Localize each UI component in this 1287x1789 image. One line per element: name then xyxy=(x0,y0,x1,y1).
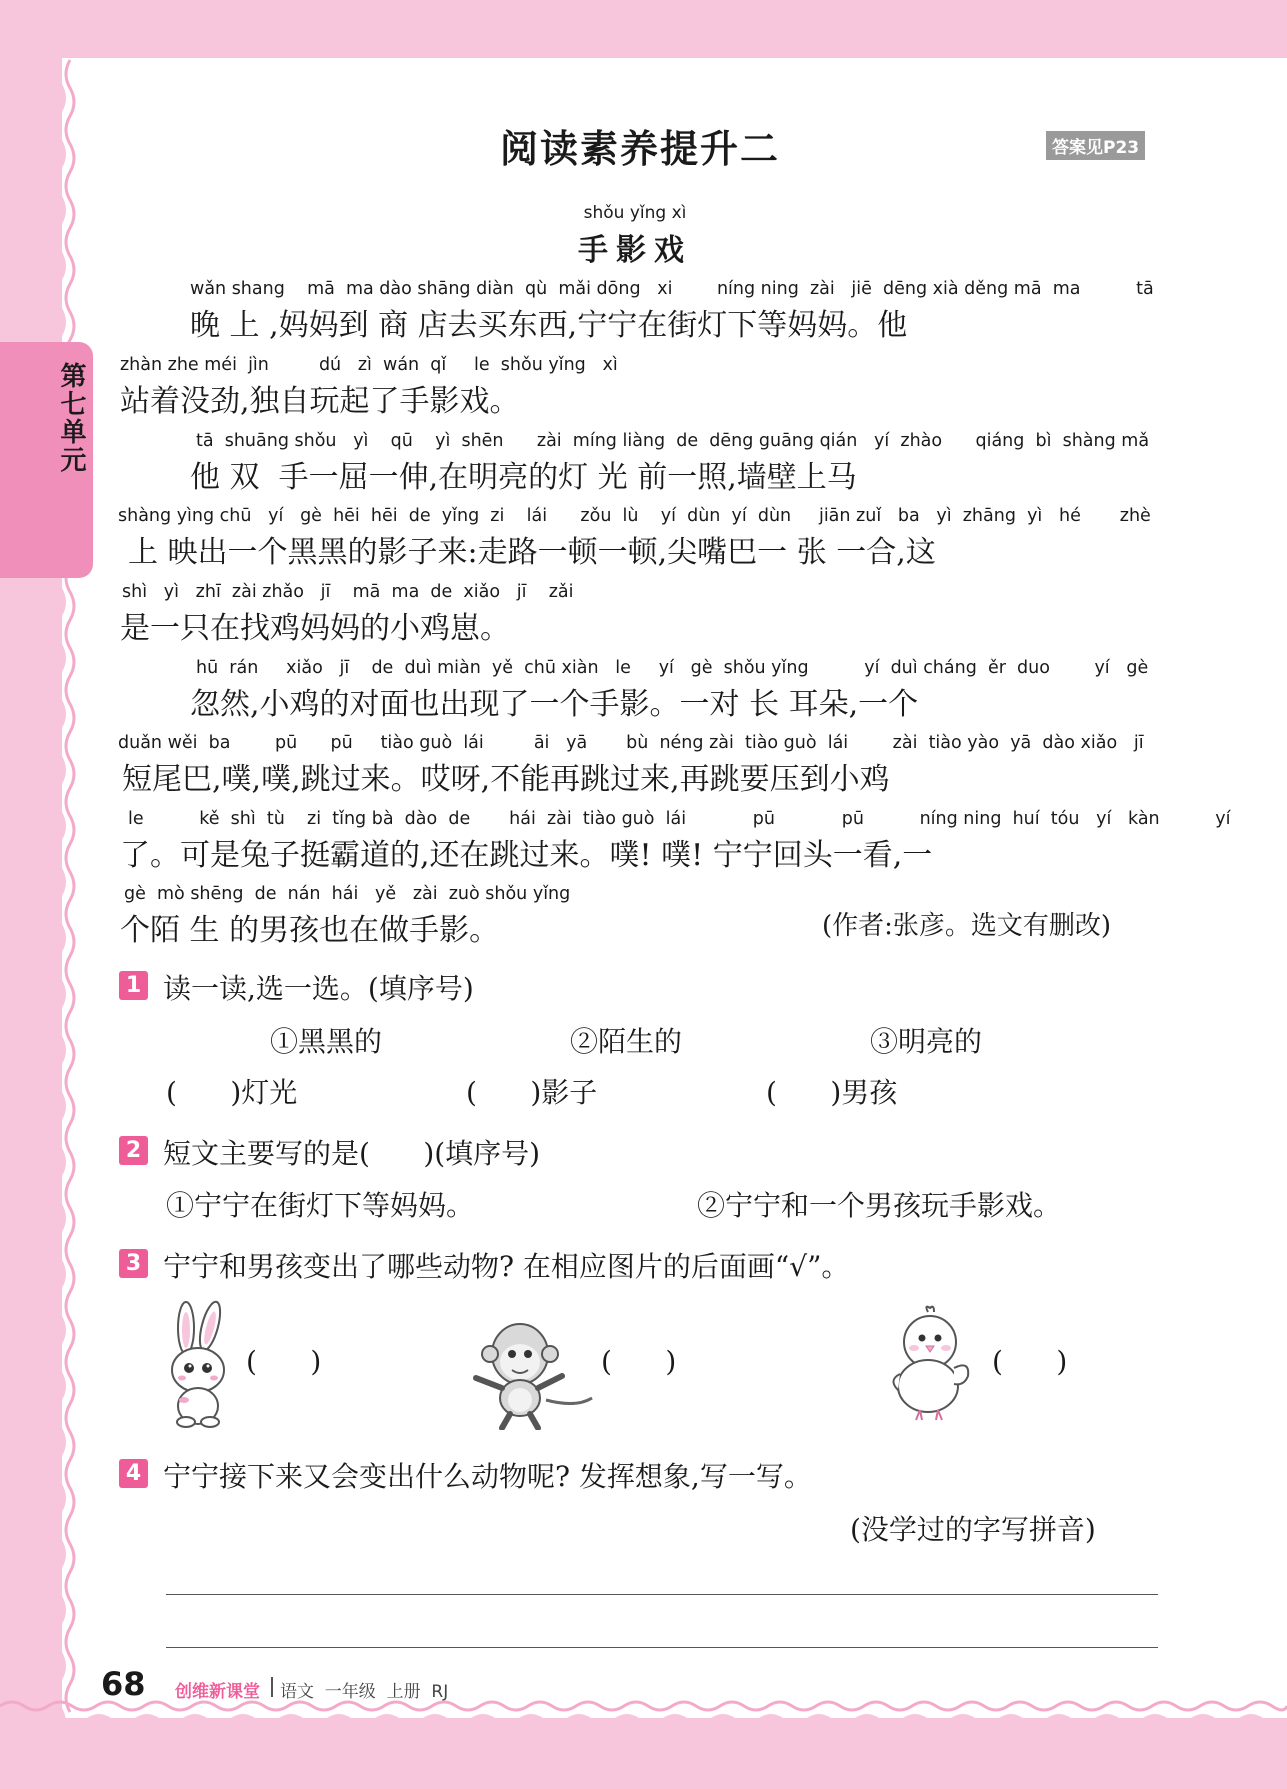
story-line-2: 站着没劲,独自玩起了手影戏。 xyxy=(120,384,520,419)
rabbit-image xyxy=(158,1300,238,1430)
story-line-6: 忽然,小鸡的对面也出现了一个手影。一对 长 耳朵,一个 xyxy=(190,687,919,722)
question-1-number: 1 xyxy=(119,971,148,1000)
answer-writing-line-1[interactable] xyxy=(166,1594,1158,1595)
story-line-4-pinyin: shàng yìng chū yí gè hēi hēi de yǐng zi lái zǒu lù yí dùn yí dùn jiān zuǐ ba yì zhāng yì hé zhè xyxy=(118,506,1151,526)
story-title-pinyin: shǒu yǐng xì xyxy=(583,203,687,223)
story-title: 手影戏 xyxy=(578,233,692,268)
question-1-blank-shadow[interactable]: ( )影子 xyxy=(466,1076,598,1109)
monkey-image xyxy=(466,1318,596,1430)
story-line-8-pinyin: le kě shì tù zi tǐng bà dào de hái zài tiào guò lái pū pū níng ning huí tóu yí kàn yí xyxy=(128,809,1231,829)
story-line-5-pinyin: shì yì zhī zài zhǎo jī mā ma de xiǎo jī zǎi xyxy=(122,582,574,602)
question-1-option-2: ②陌生的 xyxy=(570,1025,683,1058)
wave-border-left xyxy=(0,0,80,1789)
question-4-number: 4 xyxy=(119,1459,148,1488)
page-title: 阅读素养提升二 xyxy=(499,127,780,171)
story-line-7-pinyin: duǎn wěi ba pū pū tiào guò lái āi yā bù néng zài tiào guò lái zài tiào yào yā dào xiǎo jī xyxy=(118,733,1144,753)
book-series-name: 创维新课堂 xyxy=(175,1682,260,1702)
story-line-5: 是一只在找鸡妈妈的小鸡崽。 xyxy=(120,611,510,646)
question-2-number: 2 xyxy=(119,1136,148,1165)
question-1-option-3: ③明亮的 xyxy=(870,1025,983,1058)
monkey-answer-blank[interactable]: ( ) xyxy=(601,1345,677,1378)
story-line-8: 了。可是兔子挺霸道的,还在跳过来。噗! 噗! 宁宁回头一看,一 xyxy=(120,838,933,873)
answer-reference-badge: 答案见P23 xyxy=(1046,131,1145,160)
story-line-9: 个陌 生 的男孩也在做手影。 xyxy=(120,913,500,948)
author-credit: (作者:张彦。选文有删改) xyxy=(822,911,1112,941)
story-line-9-pinyin: gè mò shēng de nán hái yě zài zuò shǒu yǐng xyxy=(124,884,571,904)
question-2-text[interactable]: 短文主要写的是( )(填序号) xyxy=(163,1137,541,1170)
story-line-6-pinyin: hū rán xiǎo jī de duì miàn yě chū xiàn le yí gè shǒu yǐng yí duì cháng ěr duo yí gè xyxy=(196,658,1149,678)
story-line-3: 他 双 手一屈一伸,在明亮的灯 光 前一照,墙壁上马 xyxy=(190,460,857,495)
book-info: 语文 一年级 上册 RJ xyxy=(280,1682,449,1702)
answer-writing-line-2[interactable] xyxy=(166,1647,1158,1648)
story-line-4: 上 映出一个黑黑的影子来:走路一顿一顿,尖嘴巴一 张 一合,这 xyxy=(128,535,936,570)
question-4-text: 宁宁接下来又会变出什么动物呢? 发挥想象,写一写。 xyxy=(163,1460,812,1493)
story-line-1-pinyin: wǎn shang mā ma dào shāng diàn qù mǎi dōng xi níng ning zài jiē dēng xià děng mā ma tā xyxy=(190,279,1154,299)
chick-answer-blank[interactable]: ( ) xyxy=(992,1345,1068,1378)
question-3-text: 宁宁和男孩变出了哪些动物? 在相应图片的后面画“√”。 xyxy=(163,1250,850,1283)
question-1-option-1: ①黑黑的 xyxy=(270,1025,383,1058)
story-line-2-pinyin: zhàn zhe méi jìn dú zì wán qǐ le shǒu yǐng xì xyxy=(120,355,618,375)
wave-border-bottom xyxy=(0,1700,1287,1789)
question-1-blank-light[interactable]: ( )灯光 xyxy=(166,1076,298,1109)
question-2-option-1: ①宁宁在街灯下等妈妈。 xyxy=(166,1189,475,1222)
question-2-option-2: ②宁宁和一个男孩玩手影戏。 xyxy=(697,1189,1062,1222)
page-number: 68 xyxy=(101,1665,146,1703)
question-3-number: 3 xyxy=(119,1249,148,1278)
chick-image xyxy=(884,1304,974,1422)
footer-divider xyxy=(271,1677,273,1697)
unit-tab-label: 第七单元 xyxy=(56,362,86,474)
story-line-3-pinyin: tā shuāng shǒu yì qū yì shēn zài míng liàng de dēng guāng qián yí zhào qiáng bì shàng mǎ xyxy=(196,431,1150,451)
story-line-7: 短尾巴,噗,噗,跳过来。哎呀,不能再跳过来,再跳要压到小鸡 xyxy=(122,762,890,797)
story-line-1: 晚 上 ,妈妈到 商 店去买东西,宁宁在街灯下等妈妈。他 xyxy=(190,308,908,343)
rabbit-answer-blank[interactable]: ( ) xyxy=(246,1345,322,1378)
question-1-text: 读一读,选一选。(填序号) xyxy=(163,972,474,1005)
question-1-blank-boy[interactable]: ( )男孩 xyxy=(766,1076,898,1109)
question-4-note: (没学过的字写拼音) xyxy=(850,1513,1096,1546)
